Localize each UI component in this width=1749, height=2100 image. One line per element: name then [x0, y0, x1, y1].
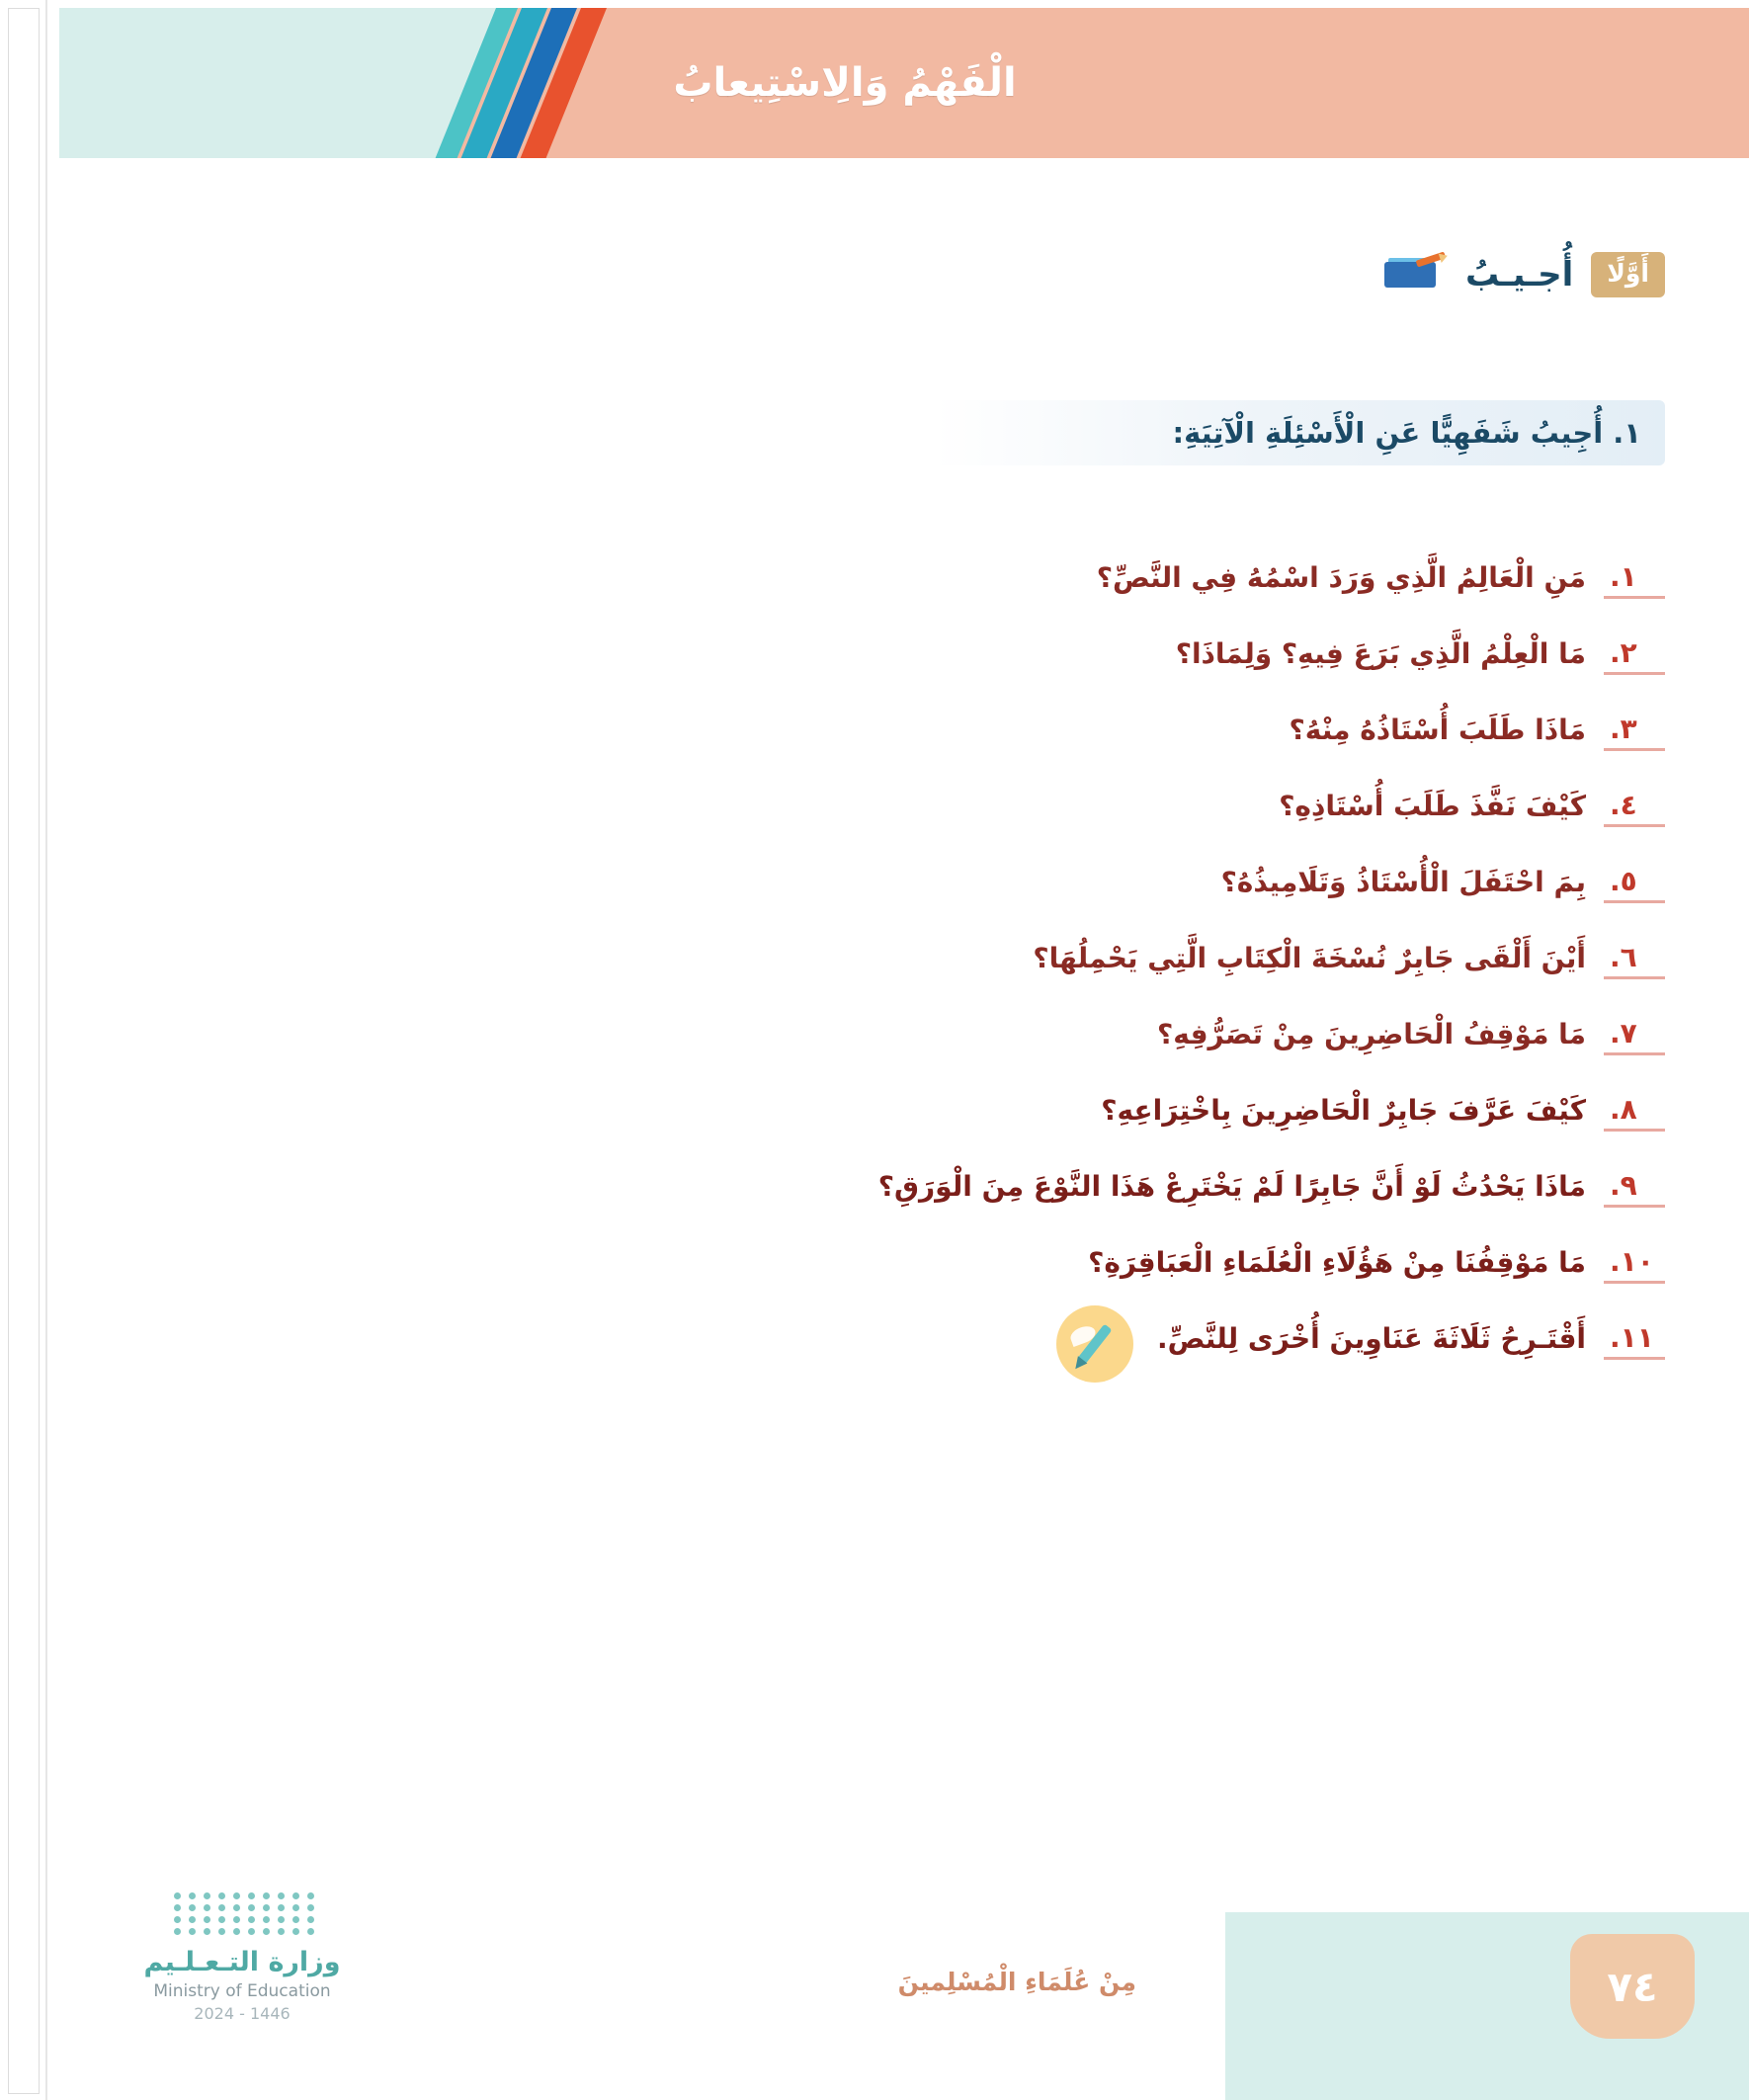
question-number: ١. [1604, 558, 1665, 599]
question-text: أَيْنَ أَلْقَى جَابِرٌ نُسْخَةَ الْكِتَابِ الَّتِي يَحْمِلُهَا؟ [1033, 942, 1586, 974]
pencil-badge-icon [1056, 1305, 1133, 1383]
footer-caption: مِنْ عُلَمَاءِ الْمُسْلِمينَ [897, 1968, 1136, 1996]
list-item [203, 863, 1665, 906]
question-number: ١١. [1604, 1319, 1665, 1360]
question-text: كَيْفَ نَفَّذَ طَلَبَ أُسْتَاذِهِ؟ [1279, 790, 1586, 822]
section-heading-row [1382, 252, 1665, 297]
question-number: ٢. [1604, 634, 1665, 675]
question-number: ٥. [1604, 863, 1665, 903]
question-text: مَنِ الْعَالِمُ الَّذِي وَرَدَ اسْمُهُ فِي النَّصِّ؟ [1096, 561, 1586, 594]
question-number: ٣. [1604, 711, 1665, 751]
list-item [203, 1243, 1665, 1287]
list-item [203, 787, 1665, 830]
question-text: مَاذَا طَلَبَ أُسْتَاذُهُ مِنْهُ؟ [1289, 714, 1586, 746]
ministry-year: 2024 - 1446 [194, 2004, 291, 2023]
question-number: ٧. [1604, 1015, 1665, 1055]
question-number: ٤. [1604, 787, 1665, 827]
ministry-name-ar: وزارة التـعـلـيم [143, 1947, 341, 1977]
question-text: مَا مَوْقِفُنَا مِنْ هَؤُلَاءِ الْعُلَمَاءِ الْعَبَاقِرَةِ؟ [1088, 1246, 1586, 1279]
ministry-logo [94, 1892, 390, 2023]
ministry-logo-dots [94, 1892, 390, 1935]
question-number: ٦. [1604, 939, 1665, 979]
question-text: أَقْتَـرِحُ ثَلَاثَةَ عَنَاوِينَ أُخْرَى لِلنَّصِّ. [1156, 1322, 1586, 1355]
page-header [59, 8, 1749, 158]
book-icon [1382, 254, 1448, 295]
page-number-badge: ٧٤ [1570, 1934, 1695, 2039]
question-text: مَا الْعِلْمُ الَّذِي بَرَعَ فِيهِ؟ وَلِمَاذَا؟ [1175, 637, 1586, 670]
book-icon-cover [1384, 262, 1436, 288]
list-item [203, 711, 1665, 754]
page-edge-strip [0, 0, 47, 2100]
section-order-tag: أَوَّلًا [1591, 252, 1665, 297]
book-icon-pencil-tip [1439, 251, 1450, 263]
question-number: ٩. [1604, 1167, 1665, 1208]
section-label: أُجـيـبُ [1464, 255, 1574, 294]
question-text: كَيْفَ عَرَّفَ جَابِرٌ الْحَاضِرِينَ بِاخْتِرَاعِهِ؟ [1101, 1094, 1586, 1127]
question-text: بِمَ احْتَفَلَ الْأُسْتَاذُ وَتَلَامِيذُهُ؟ [1220, 866, 1586, 898]
list-item [203, 1167, 1665, 1211]
question-text: مَا مَوْقِفُ الْحَاضِرِينَ مِنْ تَصَرُّفِهِ؟ [1156, 1018, 1586, 1050]
list-item [203, 939, 1665, 982]
page-edge-strip-inner [8, 8, 40, 2094]
ministry-name-en: Ministry of Education [153, 1981, 331, 2001]
list-item [203, 634, 1665, 678]
page-title: الْفَهْمُ وَالِاسْتِيعابُ [673, 60, 1017, 106]
list-item [203, 1015, 1665, 1058]
list-item [203, 1319, 1665, 1396]
questions-list [203, 558, 1665, 1429]
list-item [203, 1091, 1665, 1134]
question-text: مَاذَا يَحْدُثُ لَوْ أَنَّ جَابِرًا لَمْ يَخْتَرِعْ هَذَا النَّوْعَ مِنَ الْوَرَقِ؟ [877, 1170, 1586, 1203]
question-number: ١٠. [1604, 1243, 1665, 1284]
instruction-bar: ١. أُجِيبُ شَفَهِيًّا عَنِ الْأَسْئِلَةِ الْآتِيَةِ: [934, 400, 1665, 465]
list-item [203, 558, 1665, 602]
question-number: ٨. [1604, 1091, 1665, 1132]
